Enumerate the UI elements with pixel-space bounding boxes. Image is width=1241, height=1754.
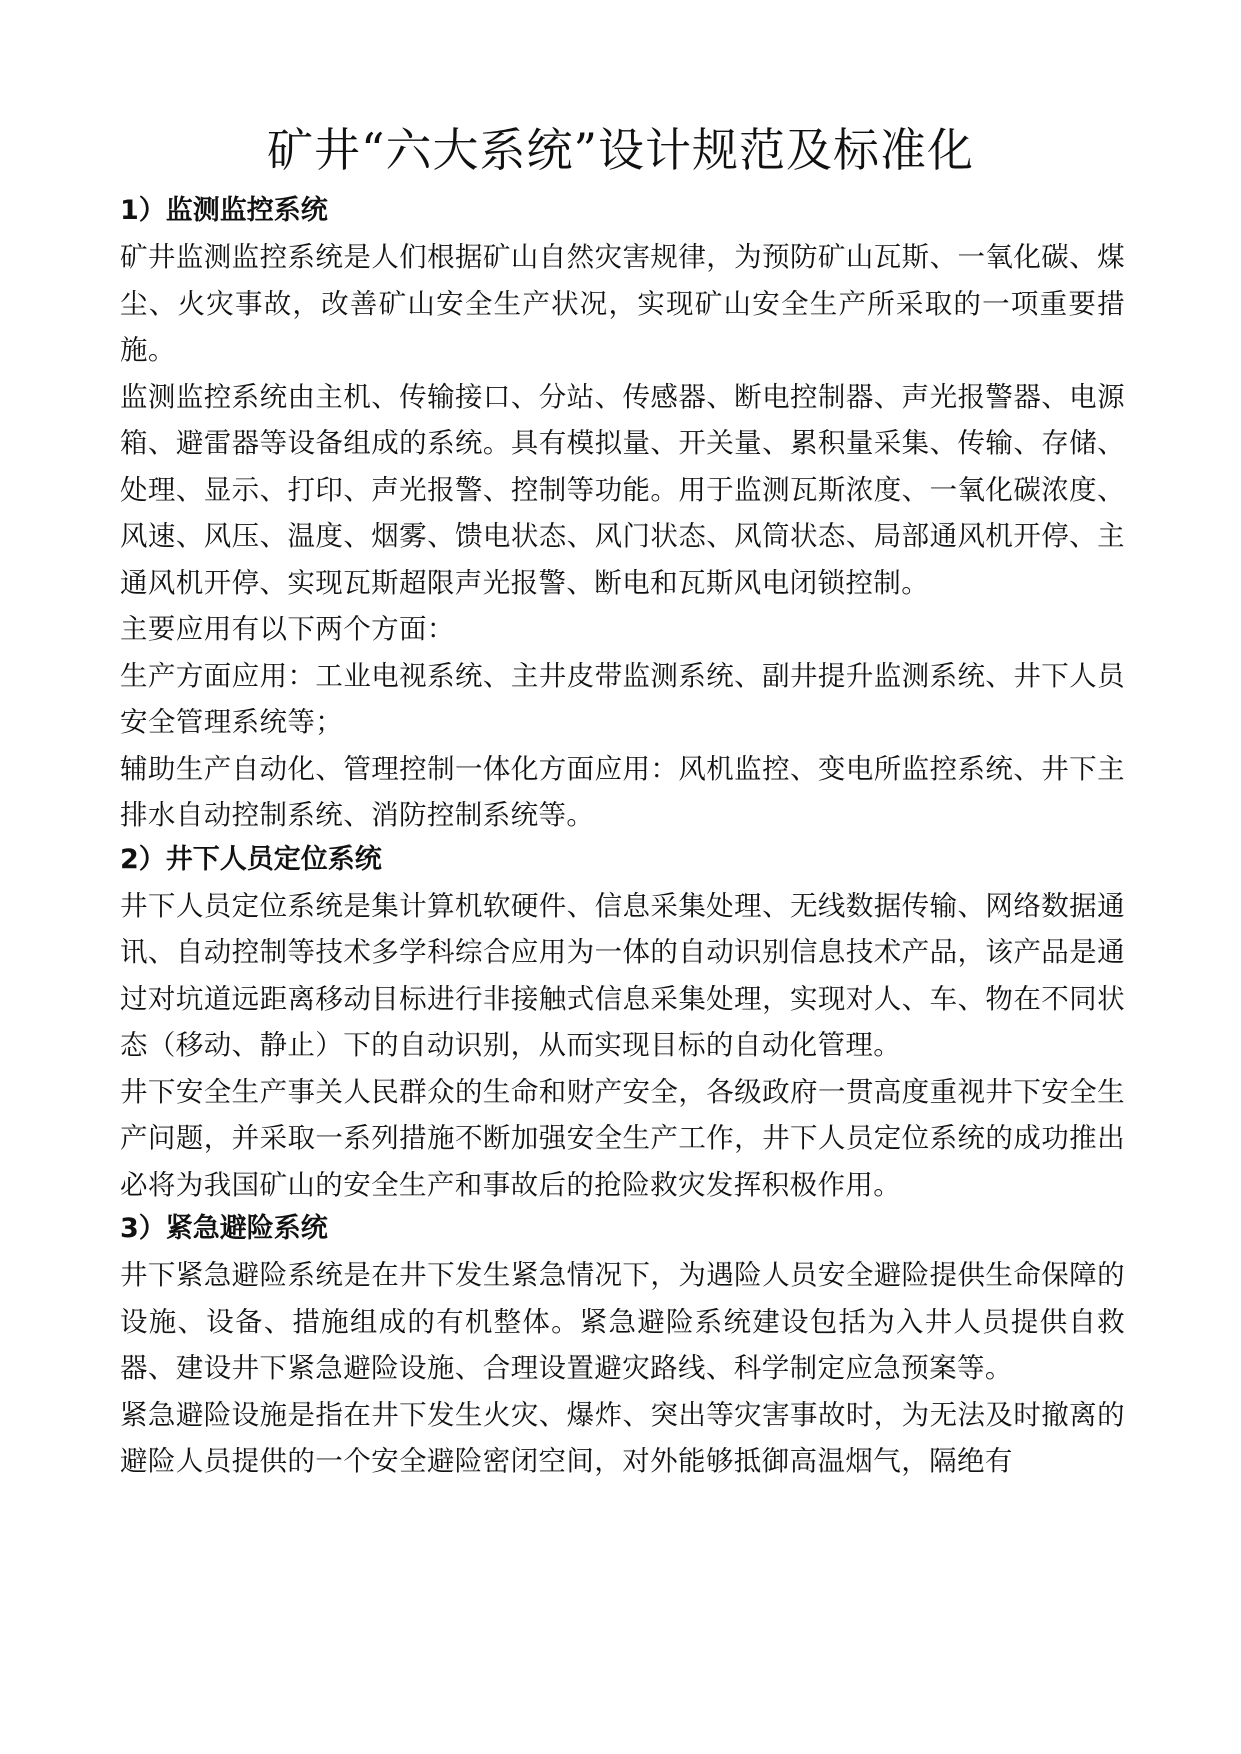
paragraph: 井下安全生产事关人民群众的生命和财产安全，各级政府一贯高度重视井下安全生产问题，并采取一系列措施不断加强安全生产工作，井下人员定位系统的成功推出必将为我国矿山的安全生产和事故后的抢险救灾发挥积极作用。 [120,1075,1125,1201]
section-personnel-positioning-system [120,839,1125,1209]
paragraph: 井下紧急避险系统是在井下发生紧急情况下，为遇险人员安全避险提供生命保障的设施、设备、措施组成的有机整体。紧急避险系统建设包括为入井人员提供自救器、建设井下紧急避险设施、合理设置避灾路线、科学制定应急预案等。 [120,1259,1125,1384]
section-monitoring-system [120,190,1125,839]
paragraph: 井下人员定位系统是集计算机软硬件、信息采集处理、无线数据传输、网络数据通讯、自动控制等技术多学科综合应用为一体的自动识别信息技术产品，该产品是通过对坑道远距离移动目标进行非接触式信息采集处理，实现对人、车、物在不同状态（移动、静止）下的自动识别，从而实现目标的自动化管理。 [120,889,1125,1061]
paragraph: 监测监控系统由主机、传输接口、分站、传感器、断电控制器、声光报警器、电源箱、避雷器等设备组成的系统。具有模拟量、开关量、累积量采集、传输、存储、处理、显示、打印、声光报警、控制等功能。用于监测瓦斯浓度、一氧化碳浓度、风速、风压、温度、烟雾、馈电状态、风门状态、风筒状态、局部通风机开停、主通风机开停、实现瓦斯超限声光报警、断电和瓦斯风电闭锁控制。 [120,380,1125,599]
document-body [120,190,1125,1485]
paragraph: 矿井监测监控系统是人们根据矿山自然灾害规律，为预防矿山瓦斯、一氧化碳、煤尘、火灾事故，改善矿山安全生产状况，实现矿山安全生产所采取的一项重要措施。 [120,241,1125,366]
paragraph: 紧急避险设施是指在井下发生火灾、爆炸、突出等灾害事故时，为无法及时撤离的避险人员提供的一个安全避险密闭空间，对外能够抵御高温烟气，隔绝有 [120,1398,1125,1477]
paragraph: 生产方面应用：工业电视系统、主井皮带监测系统、副井提升监测系统、井下人员安全管理系统等； [120,659,1125,738]
paragraph: 主要应用有以下两个方面： [120,613,455,645]
section-heading: 3）紧急避险系统 [120,1213,328,1244]
section-heading: 1）监测监控系统 [120,195,328,226]
paragraph: 辅助生产自动化、管理控制一体化方面应用：风机监控、变电所监控系统、井下主排水自动控制系统、消防控制系统等。 [120,752,1125,831]
document-title: 矿井“六大系统”设计规范及标准化 [266,123,975,177]
section-emergency-refuge-system [120,1208,1125,1485]
section-heading: 2）井下人员定位系统 [120,843,382,875]
